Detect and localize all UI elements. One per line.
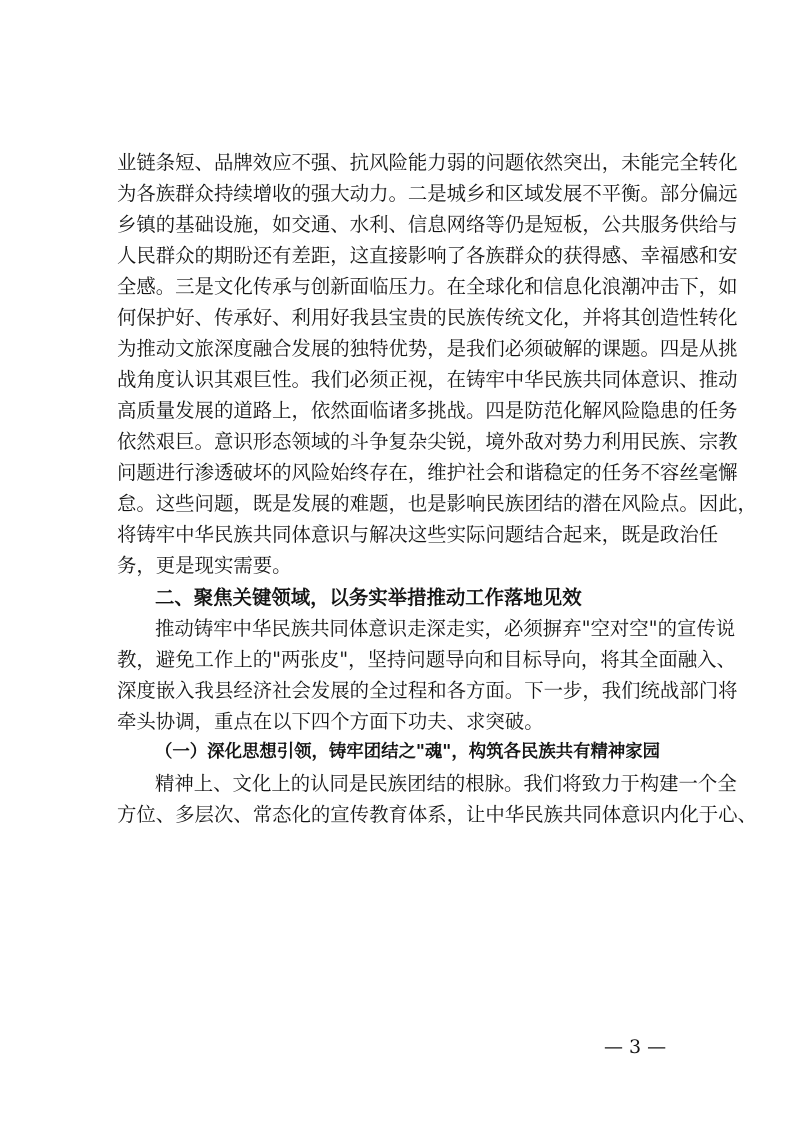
body-line: 乡镇的基础设施，如交通、水利、信息网络等仍是短板，公共服务供给与 [117, 213, 738, 236]
body-line: 为推动文旅深度融合发展的独特优势，是我们必须破解的课题。四是从挑 [117, 337, 738, 360]
paragraph-continuation [117, 147, 757, 581]
body-line: 深度嵌入我县经济社会发展的全过程和各方面。下一步，我们统战部门将 [117, 679, 738, 702]
body-line: 高质量发展的道路上，依然面临诸多挑战。四是防范化解风险隐患的任务 [117, 399, 738, 422]
body-line: 推动铸牢中华民族共同体意识走深走实，必须摒弃"空对空"的宣传说 [155, 617, 736, 640]
body-line: 全感。三是文化传承与创新面临压力。在全球化和信息化浪潮冲击下，如 [117, 275, 738, 298]
section-heading: 二、聚焦关键领域，以务实举措推动工作落地见效 [155, 586, 582, 609]
body-line: 为各族群众持续增收的强大动力。二是城乡和区域发展不平衡。部分偏远 [117, 182, 738, 205]
body-line: 战角度认识其艰巨性。我们必须正视，在铸牢中华民族共同体意识、推动 [117, 368, 738, 391]
body-line: 何保护好、传承好、利用好我县宝贵的民族传统文化，并将其创造性转化 [117, 306, 738, 329]
body-line: 人民群众的期盼还有差距，这直接影响了各族群众的获得感、幸福感和安 [117, 244, 738, 267]
subsection-heading-block [117, 737, 677, 768]
body-line: 依然艰巨。意识形态领域的斗争复杂尖锐，境外敌对势力利用民族、宗教 [117, 430, 738, 453]
body-line: 牵头协调，重点在以下四个方面下功夫、求突破。 [117, 710, 544, 733]
body-line: 业链条短、品牌效应不强、抗风险能力弱的问题依然突出，未能完全转化 [117, 151, 738, 174]
page-number: — 3 — [604, 1036, 667, 1058]
body-line: 教，避免工作上的"两张皮"，坚持问题导向和目标导向，将其全面融入、 [117, 648, 736, 671]
section-heading-block [117, 582, 677, 613]
subsection-paragraph [117, 768, 757, 830]
body-line: 务，更是现实需要。 [117, 554, 292, 577]
body-line: 怠。这些问题，既是发展的难题，也是影响民族团结的潜在风险点。因此， [117, 492, 757, 515]
subsection-heading: （一）深化思想引领，铸牢团结之"魂"，构筑各民族共有精神家园 [155, 742, 661, 762]
body-line: 精神上、文化上的认同是民族团结的根脉。我们将致力于构建一个全 [155, 772, 737, 795]
body-line: 将铸牢中华民族共同体意识与解决这些实际问题结合起来，既是政治任 [117, 523, 719, 546]
section-intro-paragraph [117, 613, 738, 737]
body-line: 方位、多层次、常态化的宣传教育体系，让中华民族共同体意识内化于心、 [117, 803, 757, 826]
body-line: 问题进行渗透破坏的风险始终存在，维护社会和谐稳定的任务不容丝毫懈 [117, 461, 738, 484]
